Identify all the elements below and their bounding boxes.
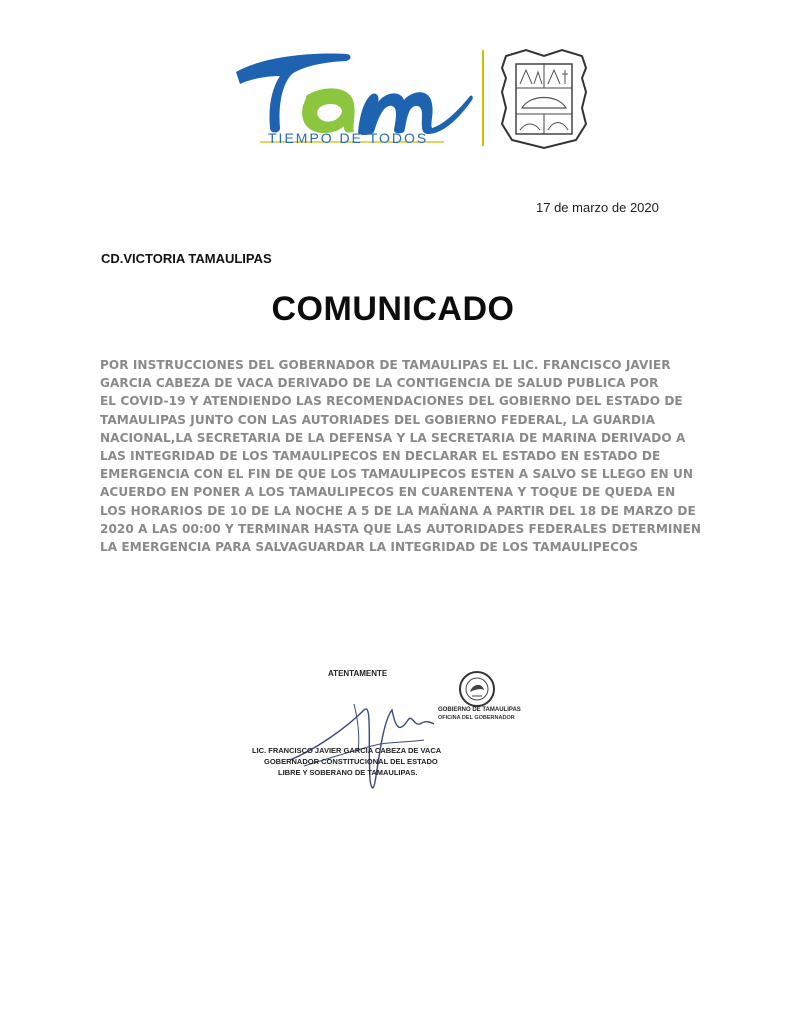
document-title: COMUNICADO (271, 290, 515, 328)
stamp-line: GOBIERNO DE TAMAULIPAS (438, 707, 521, 713)
body-line: LAS INTEGRIDAD DE LOS TAMAULIPECOS EN DECLARAR EL ESTADO EN ESTADO DE (100, 449, 661, 464)
body-line: TAMAULIPAS JUNTO CON LAS AUTORIADES DEL GOBIERNO FEDERAL, LA GUARDIA (100, 412, 656, 427)
closing-text: ATENTAMENTE (328, 669, 388, 678)
body-line: LOS HORARIOS DE 10 DE LA NOCHE A 5 DE LA MAÑANA A PARTIR DEL 18 DE MARZO DE (100, 503, 696, 518)
body-line: 2020 A LAS 00:00 Y TERMINAR HASTA QUE LAS AUTORIDADES FEDERALES DETERMINEN (100, 521, 702, 536)
logo-tagline: TIEMPO DE TODOS (268, 130, 429, 146)
body-line: GARCIA CABEZA DE VACA DERIVADO DE LA CONTIGENCIA DE SALUD PUBLICA POR (100, 376, 659, 391)
signatory-title: LIBRE Y SOBERANO DE TAMAULIPAS. (278, 768, 418, 777)
signature-block (244, 660, 534, 810)
stamp-line: OFICINA DEL GOBERNADOR (438, 715, 515, 721)
signatory-title: GOBERNADOR CONSTITUCIONAL DEL ESTADO (264, 757, 438, 766)
body-line: EMERGENCIA CON EL FIN DE QUE LOS TAMAULIPECOS ESTEN A SALVO SE LLEGO EN UN (100, 467, 694, 482)
signatory-name: LIC. FRANCISCO JAVIER GARCIA CABEZA DE VACA (252, 746, 442, 755)
body-line: LA EMERGENCIA PARA SALVAGUARDAR LA INTEGRIDAD DE LOS TAMAULIPECOS (100, 540, 639, 555)
signature-icon (284, 680, 464, 800)
body-line: EL COVID-19 Y ATENDIENDO LAS RECOMENDACIONES DEL GOBIERNO DEL ESTADO DE (100, 394, 683, 409)
body-line: POR INSTRUCCIONES DEL GOBERNADOR DE TAMAULIPAS EL LIC. FRANCISCO JAVIER (100, 358, 671, 372)
header-logos (234, 44, 596, 154)
document-body (100, 356, 702, 556)
body-line: ACUERDO EN PONER A LOS TAMAULIPECOS EN CUARENTENA Y TOQUE DE QUEDA EN (100, 485, 676, 500)
office-stamp (436, 704, 536, 724)
coat-of-arms-icon (496, 48, 592, 150)
document-city: CD.VICTORIA TAMAULIPAS (101, 251, 272, 266)
document-date: 17 de marzo de 2020 (536, 200, 659, 215)
mexico-seal-icon (458, 670, 496, 708)
logo-divider (482, 50, 484, 146)
body-line: NACIONAL,LA SECRETARIA DE LA DEFENSA Y LA SECRETARIA DE MARINA DERIVADO A (100, 430, 686, 445)
